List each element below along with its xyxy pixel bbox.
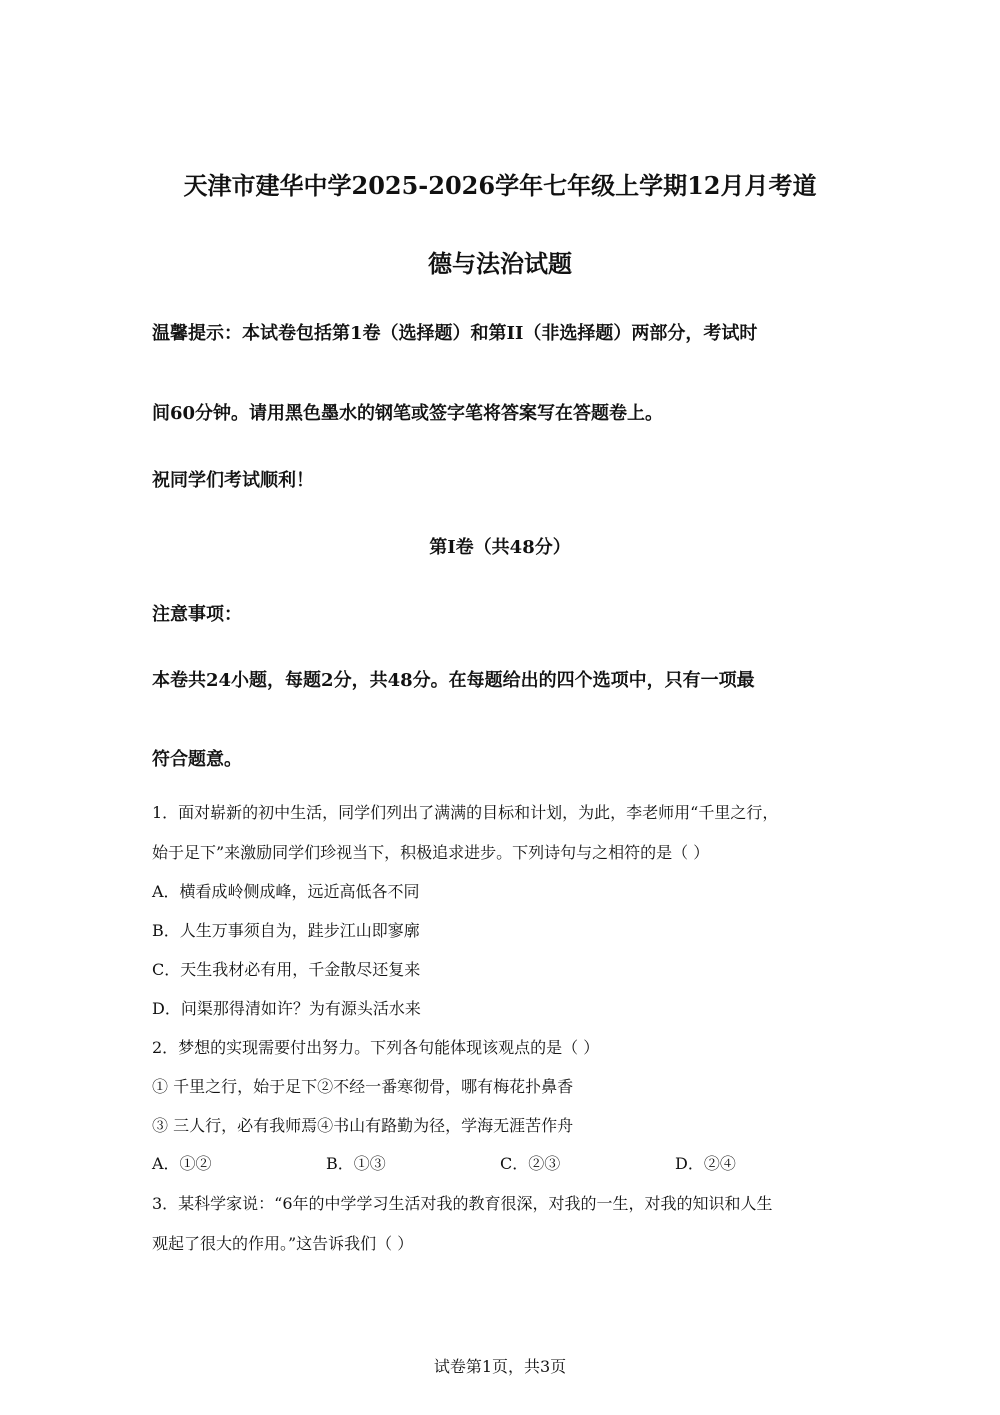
question-1-option-b: B．人生万事须自为，跬步江山即寥廓: [152, 921, 420, 940]
question-1-option-a: A．横看成岭侧成峰，远近高低各不同: [152, 882, 420, 901]
page-footer: 试卷第1页，共3页: [433, 1357, 567, 1376]
tips-line-1: 温馨提示：本试卷包括第1卷（选择题）和第II（非选择题）两部分，考试时: [152, 323, 758, 344]
question-2-option-a: A．①②: [152, 1154, 212, 1173]
question-2-statement-2: ③ 三人行，必有我师焉④书山有路勤为径，学海无涯苦作舟: [152, 1116, 574, 1135]
section-heading: 第I卷（共48分）: [429, 537, 571, 558]
exam-title-line-2: 德与法治试题: [428, 249, 572, 278]
question-1-option-c: C．天生我材必有用，千金散尽还复来: [152, 960, 421, 979]
question-1-line-2: 始于足下”来激励同学们珍视当下，积极追求进步。下列诗句与之相符的是（ ）: [152, 843, 710, 862]
question-1-line-1: 1．面对崭新的初中生活，同学们列出了满满的目标和计划，为此，李老师用“千里之行，: [152, 803, 779, 822]
question-2-option-d: D．②④: [675, 1154, 736, 1173]
question-2-option-b: B．①③: [326, 1154, 386, 1173]
notice-line-1: 本卷共24小题，每题2分，共48分。在每题给出的四个选项中，只有一项最: [152, 670, 755, 691]
exam-title-line-1: 天津市建华中学2025-2026学年七年级上学期12月月考道: [183, 171, 817, 200]
tips-line-3: 祝同学们考试顺利！: [152, 470, 314, 491]
question-3-line-2: 观起了很大的作用。”这告诉我们（ ）: [152, 1234, 414, 1253]
question-2-line-1: 2．梦想的实现需要付出努力。下列各句能体现该观点的是（ ）: [152, 1038, 600, 1057]
notice-line-2: 符合题意。: [152, 749, 242, 770]
notice-label: 注意事项：: [152, 604, 242, 625]
question-3-line-1: 3．某科学家说：“6年的中学学习生活对我的教育很深，对我的一生，对我的知识和人生: [152, 1194, 773, 1213]
question-2-statement-1: ① 千里之行，始于足下②不经一番寒彻骨，哪有梅花扑鼻香: [152, 1077, 574, 1096]
question-1-option-d: D．问渠那得清如许？为有源头活水来: [152, 999, 421, 1018]
tips-line-2: 间60分钟。请用黑色墨水的钢笔或签字笔将答案写在答题卷上。: [152, 403, 664, 424]
question-2-option-c: C．②③: [500, 1154, 561, 1173]
